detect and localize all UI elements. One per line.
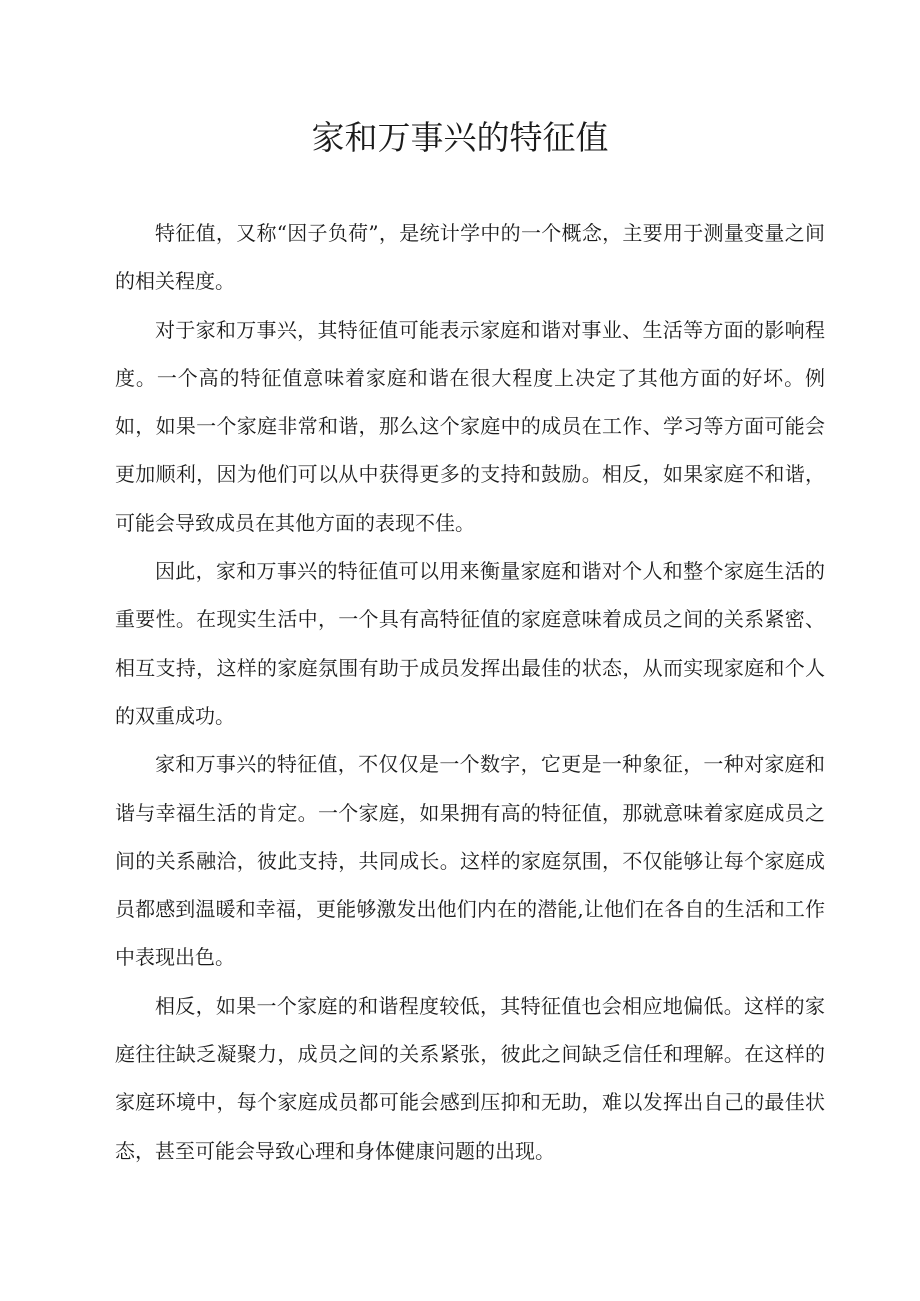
paragraph-1: 特征值，又称“因子负荷”，是统计学中的一个概念，主要用于测量变量之间的相关程度。 (115, 221, 825, 294)
paragraph-2: 对于家和万事兴，其特征值可能表示家庭和谐对事业、生活等方面的影响程度。一个高的特征值意味着家庭和谐在很大程度上决定了其他方面的好坏。例如，如果一个家庭非常和谐，那么这个家庭中的成员在工作、学习等方面可能会更加顺利，因为他们可以从中获得更多的支持和鼓励。相反，如果家庭不和谐，可能会导致成员在其他方面的表现不佳。 (115, 317, 825, 535)
paragraph-5: 相反，如果一个家庭的和谐程度较低，其特征值也会相应地偏低。这样的家庭往往缺乏凝聚力，成员之间的关系紧张，彼此之间缺乏信任和理解。在这样的家庭环境中，每个家庭成员都可能会感到压抑和无助，难以发挥出自己的最佳状态，甚至可能会导致心理和身体健康问题的出现。 (115, 993, 825, 1163)
paragraph-3: 因此，家和万事兴的特征值可以用来衡量家庭和谐对个人和整个家庭生活的重要性。在现实生活中，一个具有高特征值的家庭意味着成员之间的关系紧密、相互支持，这样的家庭氛围有助于成员发挥出最佳的状态，从而实现家庭和个人的双重成功。 (115, 559, 825, 728)
document-title: 家和万事兴的特征值 (311, 118, 609, 157)
paragraph-4: 家和万事兴的特征值，不仅仅是一个数字，它更是一种象征，一种对家庭和谐与幸福生活的肯定。一个家庭，如果拥有高的特征值，那就意味着家庭成员之间的关系融洽，彼此支持，共同成长。这样的家庭氛围，不仅能够让每个家庭成员都感到温暖和幸福，更能够激发出他们内在的潜能,让他们在各自的生活和工作中表现出色。 (115, 752, 825, 970)
document-body (115, 209, 825, 1175)
